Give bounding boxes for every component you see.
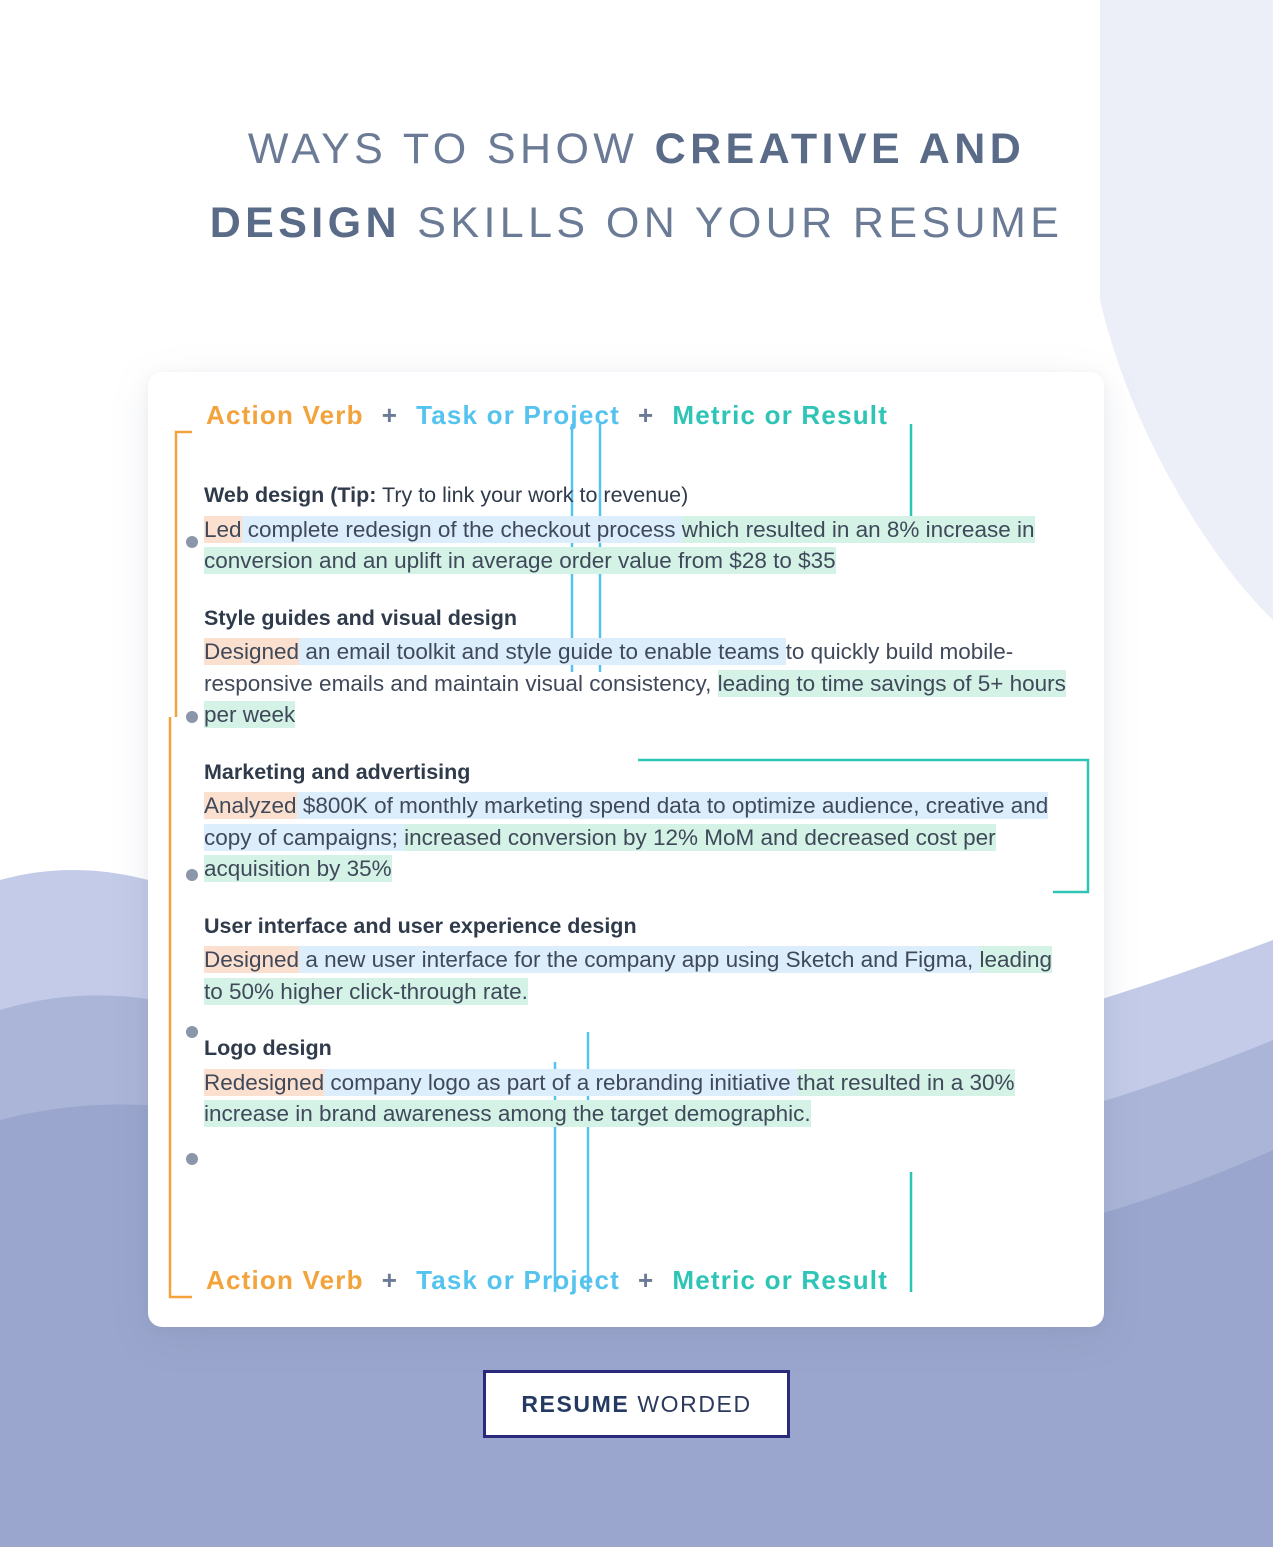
page-title-line1-plain: WAYS TO SHOW (247, 125, 655, 173)
bullet-text (204, 1067, 1074, 1130)
bullet-verb: Designed (204, 639, 300, 664)
bullet-verb: Analyzed (204, 793, 297, 818)
legend-action-verb: Action Verb (206, 400, 364, 430)
bullet-tail: to quickly build mobile-responsive emails and maintain visual consistency, (204, 639, 1014, 696)
bullet-text (204, 514, 1074, 577)
bullet-metric: that resulted in a 30% increase in brand awareness among the target demographic. (204, 1069, 1015, 1126)
legend-task-or-project-bottom: Task or Project (416, 1265, 621, 1295)
legend-plus-1: + (381, 400, 399, 430)
bullet-text (204, 636, 1074, 731)
bullet-block-web-design (204, 480, 1074, 577)
block-title-bold: Web design (Tip: (204, 483, 377, 507)
block-title-bold: User interface and user experience design (204, 913, 637, 938)
bullet-metric: which resulted in an 8% increase in conversion and an uplift in average order value from $28 to $35 (204, 516, 1035, 573)
legend-metric-or-result-bottom: Metric or Result (672, 1265, 889, 1295)
block-title (204, 911, 1074, 943)
bullet-task: company logo as part of a rebranding initiative (324, 1069, 797, 1095)
block-title-note: Try to link your work to revenue) (376, 483, 689, 507)
legend-plus-3: + (381, 1265, 399, 1295)
block-title-bold: Marketing and advertising (204, 759, 471, 784)
bullet-verb: Designed (204, 947, 300, 972)
bullet-verb: Redesigned (204, 1069, 325, 1095)
bullet-text (204, 790, 1074, 885)
bullet-task: a new user interface for the company app using Sketch and Figma, (299, 947, 980, 972)
page-title-line2-plain: SKILLS ON YOUR RESUME (400, 199, 1064, 247)
resume-worded-logo[interactable] (483, 1370, 790, 1438)
bullet-block-ui-ux (204, 911, 1074, 1008)
bullet-verb: Led (204, 516, 242, 542)
block-title-bold: Logo design (204, 1036, 332, 1060)
page-title-line2-strong: DESIGN (209, 199, 401, 247)
bullet-metric: increased conversion by 12% MoM and decreased cost per acquisition by 35% (204, 824, 996, 881)
legend-bottom (206, 1265, 1086, 1296)
bullet-list (204, 480, 1074, 1130)
logo-text-bold: RESUME (521, 1390, 630, 1417)
bullet-task: complete redesign of the checkout process (241, 516, 682, 542)
legend-metric-or-result: Metric or Result (672, 400, 889, 430)
page-title-line1-strong: CREATIVE AND (654, 125, 1026, 173)
page-title (0, 112, 1273, 260)
bullet-metric: leading to 50% higher click-through rate. (204, 947, 1053, 1004)
bullet-text (204, 944, 1074, 1007)
block-title (204, 757, 1074, 789)
resume-bullet-card (148, 372, 1104, 1327)
bullet-metric: leading to time savings of 5+ hours per week (204, 670, 1066, 727)
legend-plus-2: + (638, 400, 655, 430)
bullet-block-logo-design (204, 1033, 1074, 1130)
logo-text-light: WORDED (629, 1390, 752, 1417)
bullet-block-style-guides (204, 603, 1074, 731)
legend-plus-4: + (638, 1265, 655, 1295)
legend-task-or-project: Task or Project (416, 400, 621, 430)
page-title-line2 (210, 199, 1064, 247)
block-title (204, 480, 1074, 512)
block-title (204, 603, 1074, 635)
legend-action-verb-bottom: Action Verb (206, 1265, 364, 1295)
bullet-task: an email toolkit and style guide to enable teams (299, 639, 786, 664)
bullet-task: $800K of monthly marketing spend data to optimize audience, creative and copy of campaigns; (204, 793, 1049, 850)
logo-text (521, 1391, 751, 1418)
block-title (204, 1033, 1074, 1065)
legend-top (206, 400, 1086, 431)
bullet-block-marketing (204, 757, 1074, 885)
page-title-line1 (248, 125, 1025, 173)
block-title-bold: Style guides and visual design (204, 605, 518, 630)
